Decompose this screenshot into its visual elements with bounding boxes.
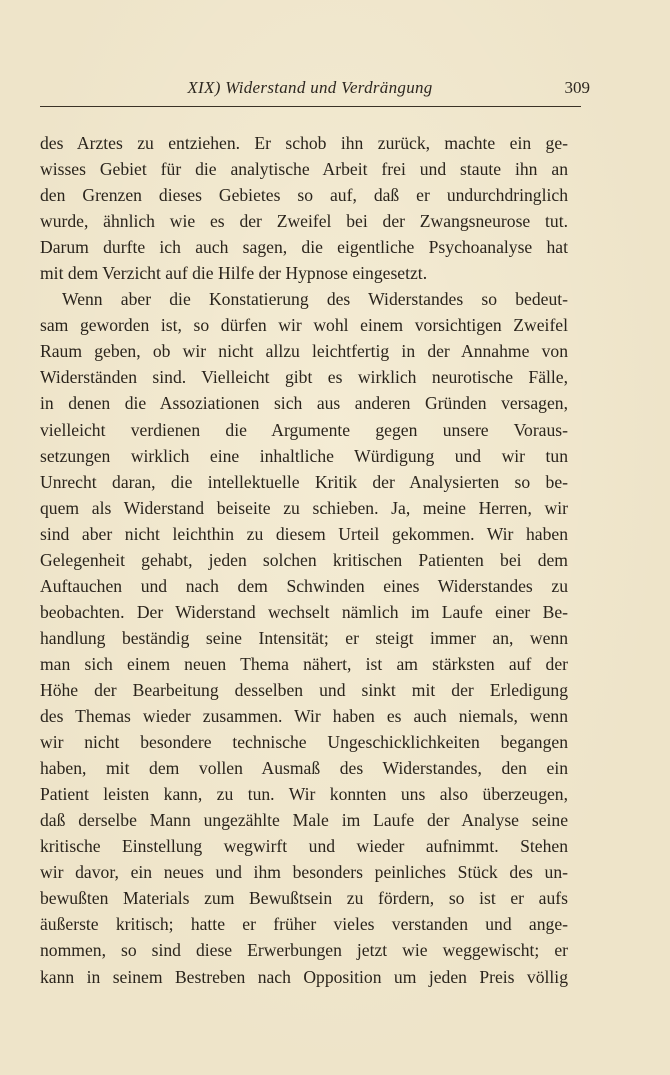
text-line: des Themas wieder zusammen. Wir haben es auch niemals, wenn [40, 706, 568, 727]
text-line: Unrecht daran, die intellektuelle Kritik der Analysierten so be- [40, 471, 568, 492]
text-line: wurde, ähnlich wie es der Zweifel bei der Zwangsneurose tut. [40, 211, 568, 232]
text-line: man sich einem neuen Thema nähert, ist am stärksten auf der [40, 653, 568, 674]
text-line: Auftauchen und nach dem Schwinden eines Widerstandes zu [40, 575, 568, 596]
text-line: Widerständen sind. Vielleicht gibt es wirklich neurotische Fälle, [40, 367, 568, 388]
text-line: daß derselbe Mann ungezählte Male im Laufe der Analyse seine [40, 810, 568, 831]
text-line: wisses Gebiet für die analytische Arbeit frei und staute ihn an [40, 159, 568, 180]
text-line: Darum durfte ich auch sagen, die eigentliche Psychoanalyse hat [40, 237, 568, 258]
text-line: bewußten Materials zum Bewußtsein zu fördern, so ist er aufs [40, 888, 568, 909]
text-line: haben, mit dem vollen Ausmaß des Widerstandes, den ein [40, 758, 568, 779]
text-line: in denen die Assoziationen sich aus anderen Gründen versagen, [40, 393, 568, 414]
text-line: Höhe der Bearbeitung desselben und sinkt mit der Erledigung [40, 679, 568, 700]
text-line: des Arztes zu entziehen. Er schob ihn zurück, machte ein ge- [40, 133, 568, 153]
text-line: den Grenzen dieses Gebietes so auf, daß er undurchdringlich [40, 185, 568, 206]
text-line: äußerste kritisch; hatte er früher vieles verstanden und ange- [40, 914, 568, 935]
header-rule [40, 106, 581, 107]
text-line: kann in seinem Bestreben nach Opposition um jeden Preis völlig [40, 966, 568, 987]
text-line: Wenn aber die Konstatierung des Widerstandes so bedeut- [62, 289, 568, 310]
text-line: wir davor, ein neues und ihm besonders peinliches Stück des un- [40, 862, 568, 883]
text-line: quem als Widerstand beiseite zu schieben. Ja, meine Herren, wir [40, 497, 568, 518]
text-line: mit dem Verzicht auf die Hilfe der Hypnose eingesetzt. [40, 263, 428, 284]
text-line: Gelegenheit gehabt, jeden solchen kritischen Patienten bei dem [40, 549, 568, 570]
page-number: 309 [564, 78, 590, 97]
text-line: Patient leisten kann, zu tun. Wir konnten uns also überzeugen, [40, 784, 568, 805]
text-line: handlung beständig seine Intensität; er steigt immer an, wenn [40, 627, 568, 648]
text-line: sind aber nicht leichthin zu diesem Urteil gekommen. Wir haben [40, 523, 568, 544]
text-line: vielleicht verdienen die Argumente gegen unsere Voraus- [40, 419, 568, 440]
text-line: setzungen wirklich eine inhaltliche Würdigung und wir tun [40, 445, 568, 466]
text-line: wir nicht besondere technische Ungeschicklichkeiten begangen [40, 732, 568, 753]
text-line: beobachten. Der Widerstand wechselt nämlich im Laufe einer Be- [40, 601, 568, 622]
running-head [40, 78, 590, 104]
text-line: Raum geben, ob wir nicht allzu leichtfertig in der Annahme von [40, 341, 568, 362]
text-line: sam geworden ist, so dürfen wir wohl einem vorsichtigen Zweifel [40, 315, 568, 336]
running-title: XIX) Widerstand und Verdrängung [187, 78, 433, 97]
text-line: kritische Einstellung wegwirft und wieder aufnimmt. Stehen [40, 836, 568, 857]
text-line: nommen, so sind diese Erwerbungen jetzt wie weggewischt; er [40, 940, 568, 961]
body-text [40, 130, 568, 990]
